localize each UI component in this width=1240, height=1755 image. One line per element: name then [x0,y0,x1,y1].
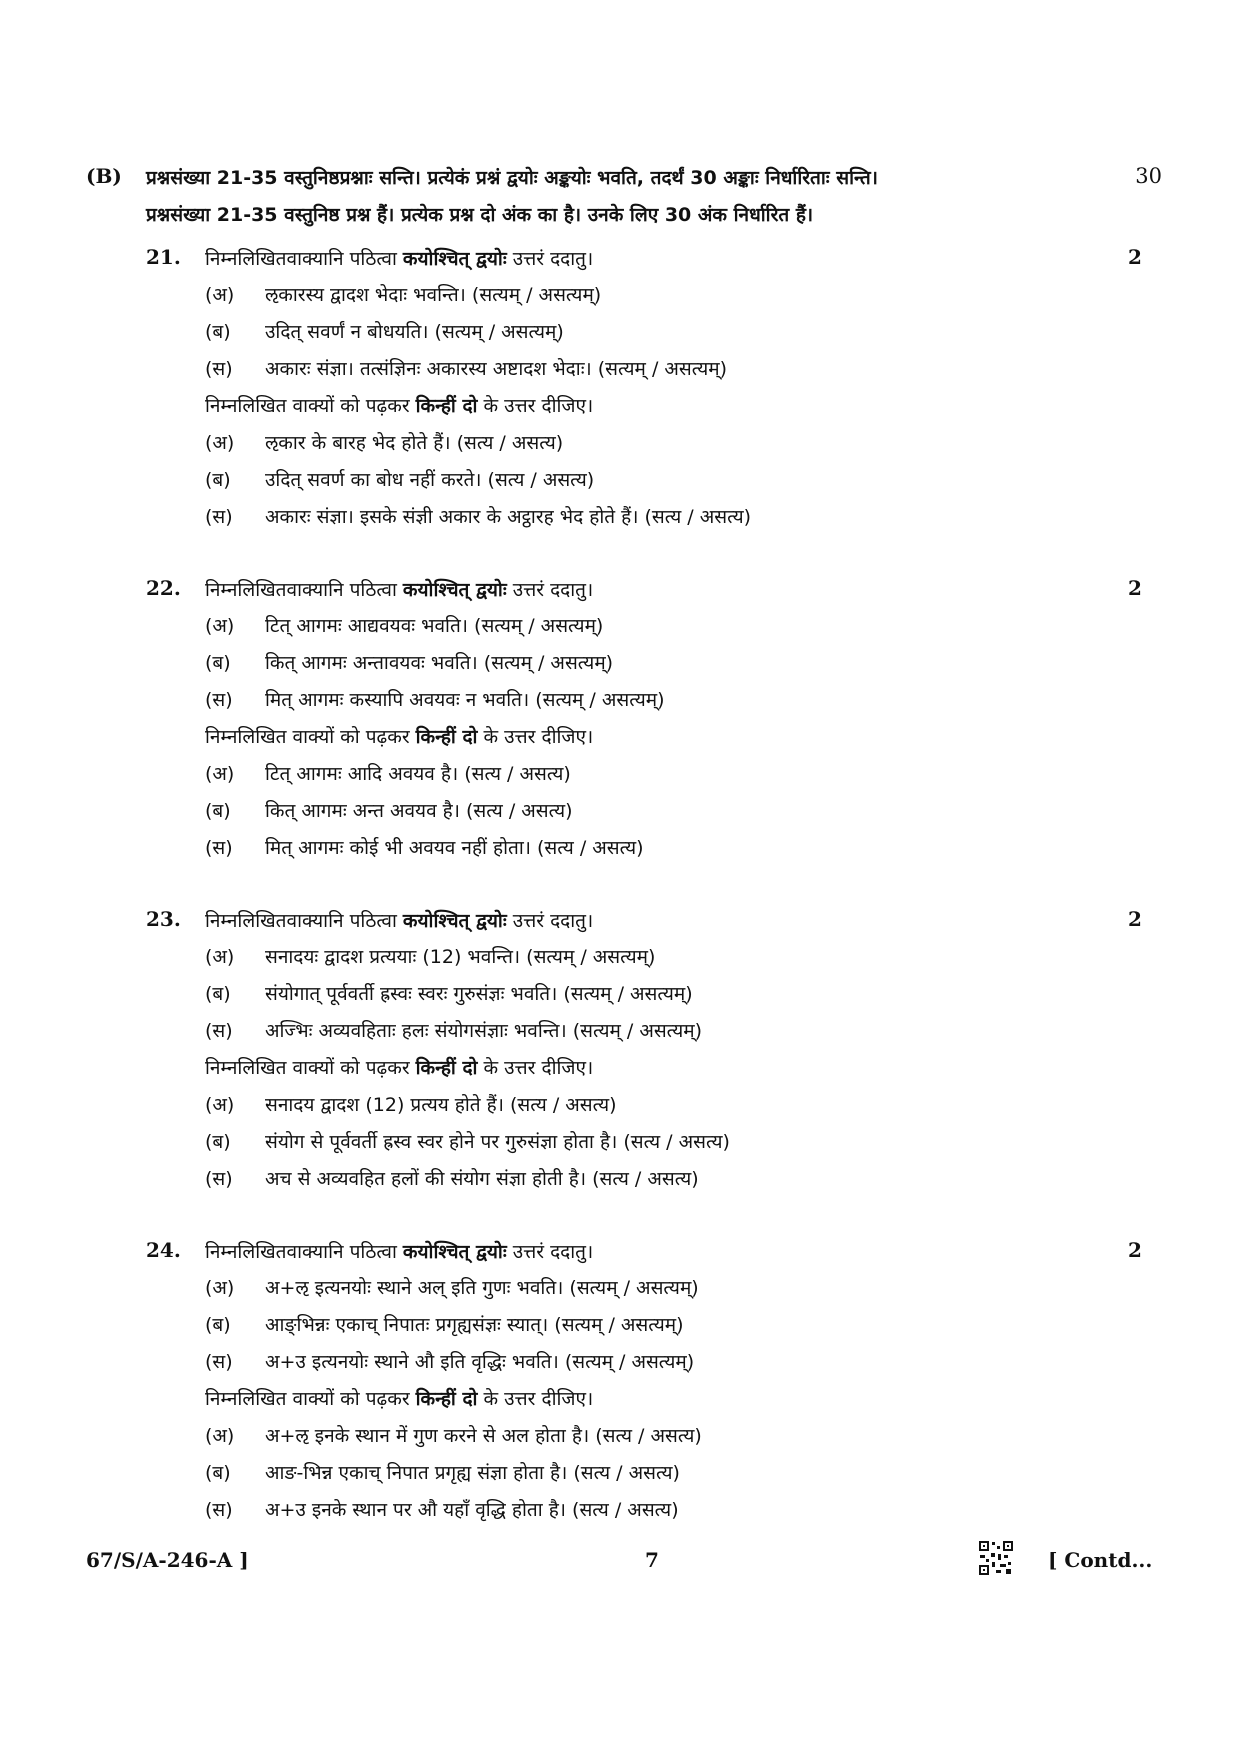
section-instruction-sanskrit: प्रश्नसंख्या 21-35 वस्तुनिष्ठप्रश्नाः सन्ति। प्रत्येकं प्रश्नं द्वयोः अङ्कयोः भवति, तदर्थं 30 अङ्काः निर्धारिताः सन्ति। [146,167,878,189]
option-hindi-b: (ब) उदित् सवर्ण का बोध नहीं करते। (सत्य / असत्य) [205,469,595,491]
question-number: 22. [146,576,181,600]
option-sanskrit-a: (अ) अ+ऌ इत्यनयोः स्थाने अल् इति गुणः भवति। (सत्यम् / असत्यम्) [205,1277,699,1299]
option-sanskrit-c: (स) मित् आगमः कस्यापि अवयवः न भवति। (सत्यम् / असत्यम्) [205,689,665,711]
option-hindi-a: (अ) टित् आगमः आदि अवयव है। (सत्य / असत्य) [205,763,571,785]
option-sanskrit-a: (अ) ऌकारस्य द्वादश भेदाः भवन्ति। (सत्यम् / असत्यम्) [205,284,602,306]
option-sanskrit-c: (स) अकारः संज्ञा। तत्संज्ञिनः अकारस्य अष्टादश भेदाः। (सत्यम् / असत्यम्) [205,358,728,380]
section-marks: 30 [1135,164,1162,188]
qr-code-icon [978,1540,1014,1576]
option-hindi-b: (ब) संयोग से पूर्ववर्ती ह्रस्व स्वर होने पर गुरुसंज्ञा होता है। (सत्य / असत्य) [205,1131,730,1153]
question-marks: 2 [1128,1238,1142,1262]
question-instruction-hindi: निम्नलिखित वाक्यों को पढ़कर किन्हीं दो के उत्तर दीजिए। [205,726,594,748]
option-sanskrit-a: (अ) सनादयः द्वादश प्रत्ययाः (12) भवन्ति। (सत्यम् / असत्यम्) [205,946,656,968]
option-sanskrit-b: (ब) कित् आगमः अन्तावयवः भवति। (सत्यम् / असत्यम्) [205,652,614,674]
option-hindi-a: (अ) अ+ऌ इनके स्थान में गुण करने से अल होता है। (सत्य / असत्य) [205,1425,702,1447]
question-instruction-hindi: निम्नलिखित वाक्यों को पढ़कर किन्हीं दो के उत्तर दीजिए। [205,395,594,417]
option-hindi-b: (ब) कित् आगमः अन्त अवयव है। (सत्य / असत्य) [205,800,573,822]
question-instruction-sanskrit: निम्नलिखितवाक्यानि पठित्वा कयोश्चित् द्वयोः उत्तरं ददातु। [205,1241,594,1263]
option-hindi-b: (ब) आङ-भिन्न एकाच् निपात प्रगृह्य संज्ञा होता है। (सत्य / असत्य) [205,1462,680,1484]
question-number: 21. [146,245,181,269]
page-number: 7 [645,1548,659,1572]
option-hindi-a: (अ) सनादय द्वादश (12) प्रत्यय होते हैं। (सत्य / असत्य) [205,1094,617,1116]
question-instruction-sanskrit: निम्नलिखितवाक्यानि पठित्वा कयोश्चित् द्वयोः उत्तरं ददातु। [205,579,594,601]
section-instruction-hindi: प्रश्नसंख्या 21-35 वस्तुनिष्ठ प्रश्न हैं। प्रत्येक प्रश्न दो अंक का है। उनके लिए 30 अंक निर्धारित हैं। [146,204,814,226]
option-sanskrit-c: (स) अज्भिः अव्यवहिताः हलः संयोगसंज्ञाः भवन्ति। (सत्यम् / असत्यम्) [205,1020,702,1042]
question-instruction-hindi: निम्नलिखित वाक्यों को पढ़कर किन्हीं दो के उत्तर दीजिए। [205,1388,594,1410]
question-instruction-sanskrit: निम्नलिखितवाक्यानि पठित्वा कयोश्चित् द्वयोः उत्तरं ददातु। [205,910,594,932]
paper-code: 67/S/A-246-A ] [86,1548,249,1572]
continued-label: [ Contd... [1048,1548,1153,1572]
question-number: 23. [146,907,181,931]
question-marks: 2 [1128,245,1142,269]
option-sanskrit-a: (अ) टित् आगमः आद्यवयवः भवति। (सत्यम् / असत्यम्) [205,615,604,637]
option-sanskrit-b: (ब) संयोगात् पूर्ववर्ती ह्रस्वः स्वरः गुरुसंज्ञः भवति। (सत्यम् / असत्यम्) [205,983,693,1005]
question-instruction-sanskrit: निम्नलिखितवाक्यानि पठित्वा कयोश्चित् द्वयोः उत्तरं ददातु। [205,248,594,270]
option-hindi-a: (अ) ऌकार के बारह भेद होते हैं। (सत्य / असत्य) [205,432,564,454]
option-sanskrit-b: (ब) आङ्भिन्नः एकाच् निपातः प्रगृह्यसंज्ञः स्यात्। (सत्यम् / असत्यम्) [205,1314,684,1336]
option-sanskrit-b: (ब) उदित् सवर्णं न बोधयति। (सत्यम् / असत्यम्) [205,321,564,343]
section-label: (B) [86,164,122,188]
option-hindi-c: (स) अच से अव्यवहित हलों की संयोग संज्ञा होती है। (सत्य / असत्य) [205,1168,699,1190]
option-sanskrit-c: (स) अ+उ इत्यनयोः स्थाने औ इति वृद्धिः भवति। (सत्यम् / असत्यम्) [205,1351,695,1373]
question-marks: 2 [1128,576,1142,600]
question-instruction-hindi: निम्नलिखित वाक्यों को पढ़कर किन्हीं दो के उत्तर दीजिए। [205,1057,594,1079]
option-hindi-c: (स) अ+उ इनके स्थान पर औ यहाँ वृद्धि होता है। (सत्य / असत्य) [205,1499,679,1521]
question-number: 24. [146,1238,181,1262]
option-hindi-c: (स) अकारः संज्ञा। इसके संज्ञी अकार के अट्ठारह भेद होते हैं। (सत्य / असत्य) [205,506,752,528]
question-marks: 2 [1128,907,1142,931]
option-hindi-c: (स) मित् आगमः कोई भी अवयव नहीं होता। (सत्य / असत्य) [205,837,644,859]
